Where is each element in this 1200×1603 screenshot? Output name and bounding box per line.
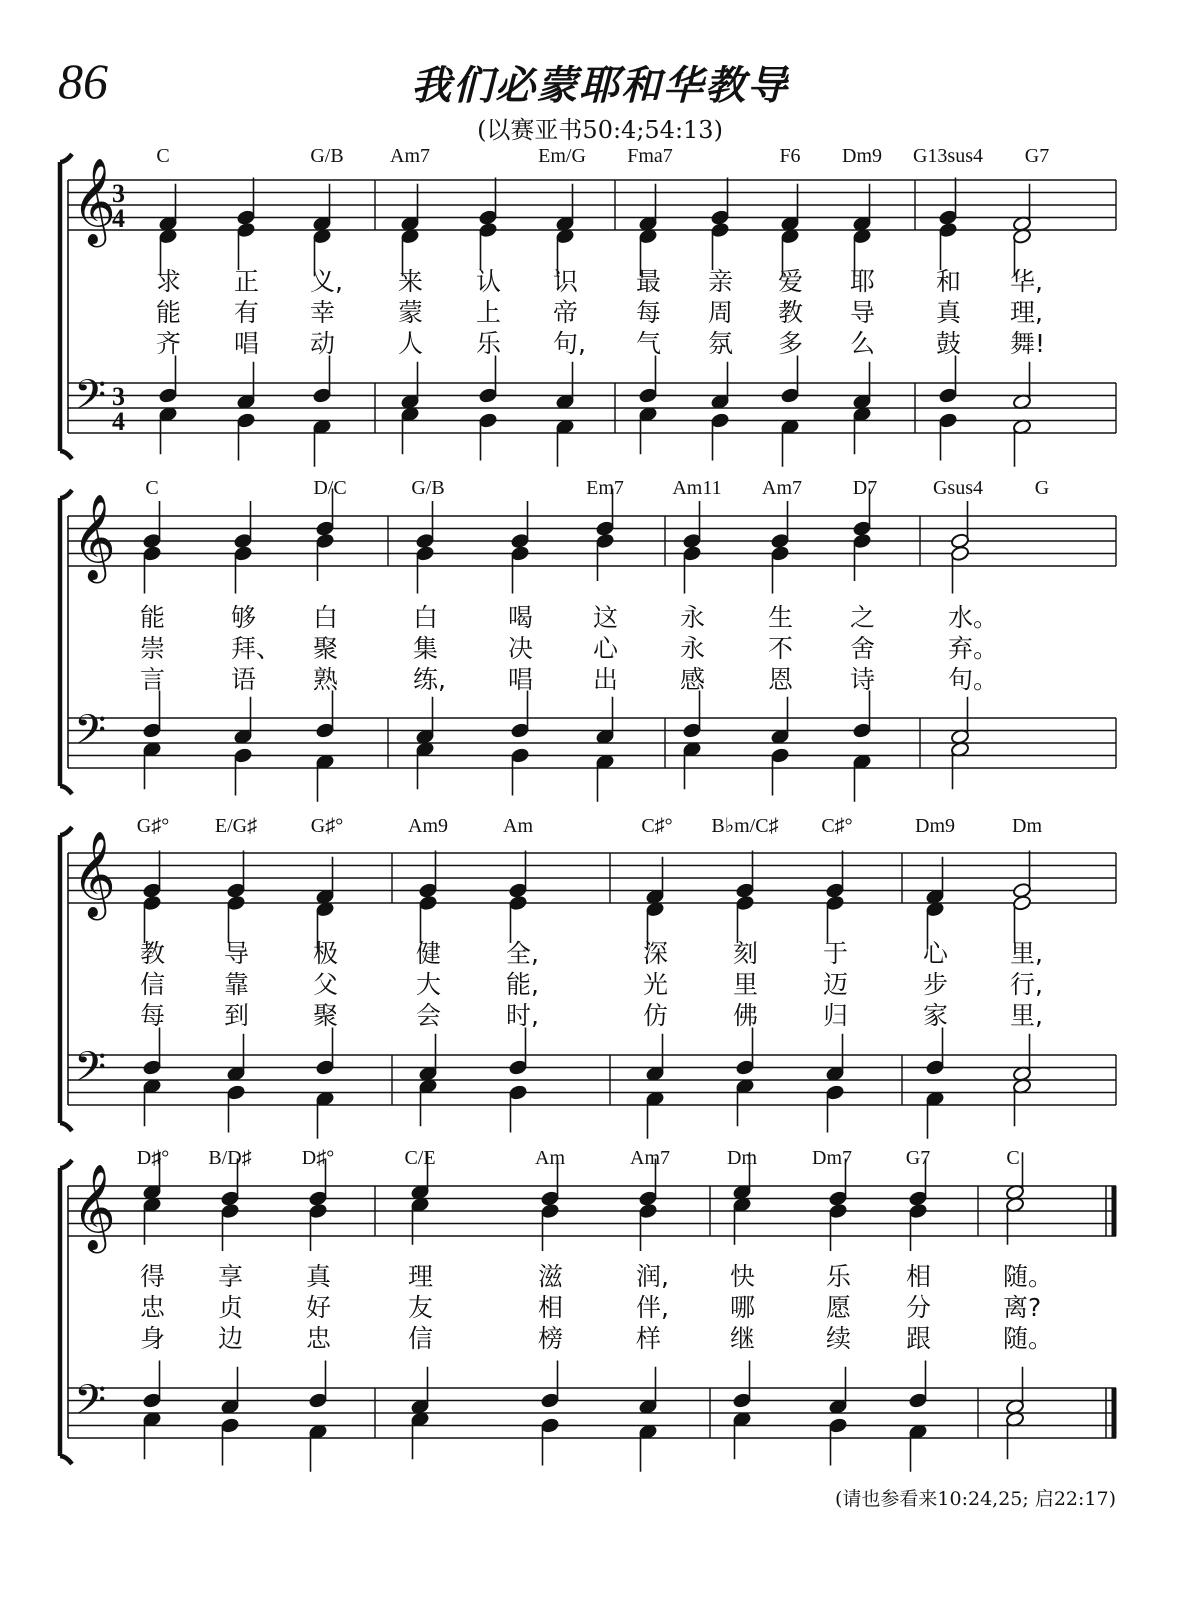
system-1 bbox=[60, 145, 1116, 467]
lyric-syllable: 里, bbox=[1010, 939, 1043, 968]
chord-symbol: Gsus4 bbox=[932, 477, 984, 499]
chord-symbol: C bbox=[1006, 1147, 1020, 1169]
lyric-syllable: 信 bbox=[140, 970, 166, 999]
lyric-syllable: 动 bbox=[310, 329, 336, 358]
lyric-syllable: 滋 bbox=[538, 1262, 564, 1291]
lyric-syllable: 求 bbox=[156, 267, 182, 296]
chord-symbol: G♯° bbox=[310, 815, 344, 837]
chord-symbol: C bbox=[156, 145, 170, 167]
chord-symbol: Am bbox=[535, 1147, 565, 1169]
lyric-syllable: 唱 bbox=[234, 329, 260, 358]
lyric-syllable: 不 bbox=[768, 634, 794, 663]
lyric-syllable: 于 bbox=[823, 939, 849, 968]
lyric-syllable: 家 bbox=[923, 1001, 949, 1030]
bass-staff bbox=[68, 691, 1116, 802]
chord-symbol: G♯° bbox=[136, 815, 170, 837]
time-signature-bottom: 4 bbox=[112, 204, 125, 233]
lyric-syllable: 永 bbox=[680, 634, 706, 663]
lyric-syllable: 行, bbox=[1010, 970, 1043, 999]
time-signature-top: 3 bbox=[112, 382, 125, 411]
treble-clef-icon: 𝄞 bbox=[72, 494, 116, 580]
treble-clef-icon: 𝄞 bbox=[72, 831, 116, 917]
chord-symbol: G/B bbox=[310, 145, 344, 167]
lyric-syllable: 诗 bbox=[850, 665, 876, 694]
lyric-syllable: 随。 bbox=[1003, 1324, 1054, 1353]
system-bracket bbox=[60, 1160, 72, 1464]
lyric-syllable: 里, bbox=[1010, 1001, 1043, 1030]
lyric-syllable: 光 bbox=[643, 970, 669, 999]
bass-clef-icon: 𝄢 bbox=[74, 371, 107, 429]
lyric-syllable: 生 bbox=[768, 603, 794, 632]
bass-staff bbox=[68, 1028, 1116, 1139]
lyric-syllable: 身 bbox=[140, 1324, 166, 1353]
lyric-syllable: 佛 bbox=[733, 1001, 759, 1030]
chord-symbol: C bbox=[145, 477, 159, 499]
lyric-syllable: 周 bbox=[708, 298, 734, 327]
lyric-syllable: 归 bbox=[823, 1001, 849, 1030]
chord-symbol: F6 bbox=[779, 145, 801, 167]
chord-symbol: B/D♯ bbox=[208, 1147, 252, 1169]
chord-symbol: G7 bbox=[1024, 145, 1050, 167]
lyric-syllable: 教 bbox=[778, 298, 804, 327]
bass-staff bbox=[68, 1361, 1116, 1472]
chord-symbol: G/B bbox=[411, 477, 445, 499]
lyric-syllable: 润, bbox=[636, 1262, 669, 1291]
footnote: (请也参看来10:24,25; 启22:17) bbox=[835, 1488, 1116, 1510]
time-signature-bottom: 4 bbox=[112, 407, 125, 436]
lyric-syllable: 父 bbox=[313, 970, 339, 999]
chord-symbol: C/E bbox=[404, 1147, 436, 1169]
lyric-syllable: 伴, bbox=[636, 1293, 669, 1322]
lyric-syllable: 每 bbox=[636, 298, 662, 327]
lyric-syllable: 识 bbox=[553, 267, 579, 296]
time-signature-top: 3 bbox=[112, 179, 125, 208]
lyric-syllable: 边 bbox=[218, 1324, 244, 1353]
lyric-syllable: 样 bbox=[636, 1324, 662, 1353]
treble-staff bbox=[68, 489, 1116, 594]
chord-symbol: D/C bbox=[313, 477, 347, 499]
hymn-number: 86 bbox=[58, 53, 108, 109]
lyric-syllable: 教 bbox=[140, 939, 166, 968]
lyric-syllable: 心 bbox=[593, 634, 619, 663]
lyric-syllable: 正 bbox=[234, 267, 260, 296]
lyric-syllable: 么 bbox=[850, 329, 876, 358]
lyric-syllable: 舍 bbox=[850, 634, 876, 663]
lyric-syllable: 得 bbox=[140, 1262, 166, 1291]
lyric-syllable: 大 bbox=[416, 970, 442, 999]
system-4 bbox=[60, 1147, 1116, 1472]
lyric-syllable: 榜 bbox=[538, 1324, 564, 1353]
lyric-syllable: 导 bbox=[850, 298, 876, 327]
lyric-syllable: 练, bbox=[413, 665, 446, 694]
lyric-syllable: 理, bbox=[1010, 298, 1043, 327]
lyric-syllable: 永 bbox=[680, 603, 706, 632]
scripture-reference: (以赛亚书50:4;54:13) bbox=[477, 116, 723, 144]
lyric-syllable: 集 bbox=[413, 634, 439, 663]
system-bracket bbox=[60, 154, 72, 459]
chord-symbol: C♯° bbox=[821, 815, 853, 837]
chord-symbol: B♭m/C♯ bbox=[711, 815, 779, 837]
lyric-syllable: 全, bbox=[506, 939, 539, 968]
lyric-syllable: 帝 bbox=[553, 298, 579, 327]
lyric-syllable: 熟 bbox=[313, 665, 339, 694]
lyric-syllable: 多 bbox=[778, 329, 804, 358]
chord-symbol: Am7 bbox=[762, 477, 802, 499]
chord-symbol: Am9 bbox=[408, 815, 448, 837]
chord-symbol: Em7 bbox=[586, 477, 624, 499]
lyric-syllable: 快 bbox=[730, 1262, 756, 1291]
lyric-syllable: 极 bbox=[313, 939, 339, 968]
bass-clef-icon: 𝄢 bbox=[74, 706, 107, 764]
lyric-syllable: 分 bbox=[906, 1293, 932, 1322]
lyric-syllable: 弃。 bbox=[948, 634, 999, 663]
lyric-syllable: 步 bbox=[923, 970, 949, 999]
lyric-syllable: 之 bbox=[850, 603, 876, 632]
lyric-syllable: 仿 bbox=[643, 1001, 669, 1030]
lyric-syllable: 继 bbox=[730, 1324, 756, 1353]
lyric-syllable: 和 bbox=[936, 267, 962, 296]
chord-symbol: D7 bbox=[852, 477, 878, 499]
lyric-syllable: 蒙 bbox=[398, 298, 424, 327]
lyric-syllable: 迈 bbox=[823, 970, 849, 999]
chord-symbol: D♯° bbox=[136, 1147, 170, 1169]
lyric-syllable: 幸 bbox=[310, 298, 336, 327]
lyric-syllable: 语 bbox=[231, 665, 257, 694]
lyric-syllable: 恩 bbox=[768, 665, 794, 694]
lyric-syllable: 深 bbox=[643, 939, 669, 968]
lyric-syllable: 来 bbox=[398, 267, 424, 296]
lyric-syllable: 义, bbox=[310, 267, 343, 296]
lyric-syllable: 爱 bbox=[778, 267, 804, 296]
lyric-syllable: 里 bbox=[733, 970, 759, 999]
lyric-syllable: 愿 bbox=[826, 1293, 852, 1322]
lyric-syllable: 决 bbox=[508, 634, 534, 663]
lyric-syllable: 刻 bbox=[733, 939, 759, 968]
lyric-syllable: 续 bbox=[826, 1324, 852, 1353]
lyric-syllable: 好 bbox=[306, 1293, 332, 1322]
lyric-syllable: 能, bbox=[506, 970, 539, 999]
lyric-syllable: 离? bbox=[1003, 1293, 1042, 1322]
lyric-syllable: 忠 bbox=[306, 1324, 332, 1353]
chord-symbol: C♯° bbox=[641, 815, 673, 837]
lyric-syllable: 享 bbox=[218, 1262, 244, 1291]
chord-symbol: G13sus4 bbox=[912, 145, 984, 167]
chord-symbol: Am bbox=[503, 815, 533, 837]
treble-staff bbox=[68, 178, 1116, 277]
treble-clef-icon: 𝄞 bbox=[72, 158, 116, 244]
lyric-syllable: 靠 bbox=[224, 970, 250, 999]
system-bracket bbox=[60, 490, 72, 794]
lyric-syllable: 句。 bbox=[948, 665, 999, 694]
treble-clef-icon: 𝄞 bbox=[72, 1164, 116, 1250]
lyric-syllable: 水。 bbox=[948, 603, 999, 632]
lyric-syllable: 乐 bbox=[476, 329, 502, 358]
lyric-syllable: 这 bbox=[593, 603, 619, 632]
lyric-syllable: 唱 bbox=[508, 665, 534, 694]
lyric-syllable: 鼓 bbox=[936, 329, 962, 358]
lyric-syllable: 能 bbox=[140, 603, 166, 632]
system-3 bbox=[60, 815, 1116, 1139]
lyric-syllable: 够 bbox=[231, 603, 257, 632]
lyric-syllable: 言 bbox=[140, 665, 166, 694]
lyric-syllable: 气 bbox=[636, 329, 662, 358]
lyric-syllable: 健 bbox=[416, 939, 442, 968]
lyric-syllable: 认 bbox=[476, 267, 502, 296]
chord-symbol: Am7 bbox=[390, 145, 430, 167]
chord-symbol: E/G♯ bbox=[214, 815, 258, 837]
lyric-syllable: 有 bbox=[234, 298, 260, 327]
lyric-syllable: 相 bbox=[538, 1293, 564, 1322]
chord-symbol: Em/G bbox=[538, 145, 586, 167]
bass-clef-icon: 𝄢 bbox=[74, 1043, 107, 1101]
chord-symbol: D♯° bbox=[301, 1147, 335, 1169]
lyric-syllable: 会 bbox=[416, 1001, 442, 1030]
lyric-syllable: 友 bbox=[408, 1293, 434, 1322]
chord-symbol: Dm bbox=[1012, 815, 1042, 837]
chord-symbol: Dm7 bbox=[812, 1147, 852, 1169]
lyric-syllable: 信 bbox=[408, 1324, 434, 1353]
lyric-syllable: 氛 bbox=[708, 329, 734, 358]
lyric-syllable: 真 bbox=[936, 298, 962, 327]
lyric-syllable: 华, bbox=[1010, 267, 1043, 296]
lyric-syllable: 耶 bbox=[850, 267, 876, 296]
chord-symbol: Am7 bbox=[630, 1147, 670, 1169]
lyric-syllable: 白 bbox=[313, 603, 339, 632]
system-bracket bbox=[60, 827, 72, 1131]
lyric-syllable: 哪 bbox=[730, 1293, 756, 1322]
hymn-title: 我们必蒙耶和华教导 bbox=[411, 62, 789, 109]
lyric-syllable: 句, bbox=[553, 329, 586, 358]
lyric-syllable: 齐 bbox=[156, 329, 182, 358]
chord-symbol: G7 bbox=[905, 1147, 931, 1169]
lyric-syllable: 随。 bbox=[1003, 1262, 1054, 1291]
treble-staff bbox=[68, 851, 1116, 950]
chord-symbol: Am11 bbox=[672, 477, 722, 499]
lyric-syllable: 真 bbox=[306, 1262, 332, 1291]
lyric-syllable: 聚 bbox=[313, 634, 339, 663]
chord-symbol: Dm bbox=[727, 1147, 757, 1169]
lyric-syllable: 时, bbox=[506, 1001, 539, 1030]
lyric-syllable: 人 bbox=[398, 329, 424, 358]
lyric-syllable: 崇 bbox=[140, 634, 166, 663]
lyric-syllable: 导 bbox=[224, 939, 250, 968]
lyric-syllable: 拜、 bbox=[231, 634, 282, 663]
bass-clef-icon: 𝄢 bbox=[74, 1376, 107, 1434]
lyric-syllable: 感 bbox=[680, 665, 706, 694]
lyric-syllable: 相 bbox=[906, 1262, 932, 1291]
chord-symbol: Fma7 bbox=[627, 145, 673, 167]
lyric-syllable: 聚 bbox=[313, 1001, 339, 1030]
lyric-syllable: 最 bbox=[636, 267, 662, 296]
chord-symbol: Dm9 bbox=[842, 145, 882, 167]
chord-symbol: Dm9 bbox=[915, 815, 955, 837]
lyric-syllable: 贞 bbox=[218, 1293, 244, 1322]
bass-staff bbox=[68, 356, 1116, 467]
lyric-syllable: 喝 bbox=[508, 603, 534, 632]
lyric-syllable: 理 bbox=[408, 1262, 434, 1291]
lyric-syllable: 跟 bbox=[906, 1324, 932, 1353]
lyric-syllable: 忠 bbox=[140, 1293, 166, 1322]
lyric-syllable: 舞! bbox=[1010, 329, 1046, 358]
lyric-syllable: 心 bbox=[923, 939, 949, 968]
lyric-syllable: 亲 bbox=[708, 267, 734, 296]
lyric-syllable: 出 bbox=[593, 665, 619, 694]
lyric-syllable: 到 bbox=[224, 1001, 250, 1030]
chord-symbol: G bbox=[1034, 477, 1050, 499]
lyric-syllable: 乐 bbox=[826, 1262, 852, 1291]
lyric-syllable: 能 bbox=[156, 298, 182, 327]
system-2 bbox=[60, 477, 1116, 802]
lyric-syllable: 白 bbox=[413, 603, 439, 632]
lyric-syllable: 每 bbox=[140, 1001, 166, 1030]
lyric-syllable: 上 bbox=[476, 298, 502, 327]
